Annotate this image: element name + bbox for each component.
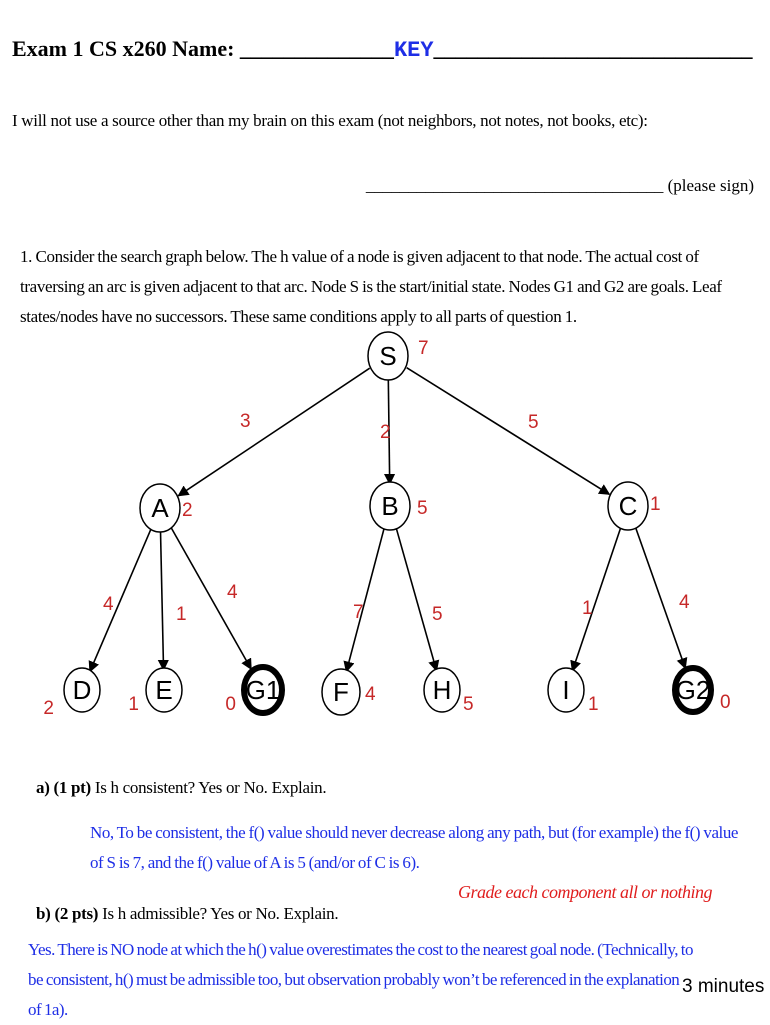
edge-S-A — [178, 368, 369, 496]
edge-cost-B-F: 7 — [353, 602, 364, 623]
grading-note: Grade each component all or nothing — [458, 882, 712, 902]
node-label-F: F — [333, 677, 349, 707]
question-1-text: 1. Consider the search graph below. The h value of a node is given adjacent to that node. The actual cost of traversing an arc is given adjacent to that arc. Node S is the start/initial state. Nodes G1 and G2 are goals. Leaf states/nodes have no successors. These same conditions apply to all parts of question 1. — [20, 247, 722, 326]
node-h-E: 1 — [128, 694, 139, 715]
part-b-label: b) (2 pts) — [36, 904, 99, 923]
node-h-B: 5 — [417, 498, 428, 519]
node-h-G1: 0 — [225, 694, 236, 715]
node-h-D: 2 — [43, 698, 54, 719]
node-E — [128, 668, 182, 715]
edge-A-E — [160, 530, 163, 670]
node-label-C: C — [618, 491, 638, 521]
node-H — [424, 668, 474, 715]
node-label-A: A — [151, 493, 169, 523]
edge-A-G1 — [171, 527, 251, 669]
edge-cost-S-B: 2 — [380, 422, 391, 443]
node-S — [368, 332, 429, 380]
part-b-prompt: Is h admissible? Yes or No. Explain. — [98, 904, 339, 923]
node-label-G2: G2 — [675, 675, 711, 705]
time-note: 3 minutes — [682, 976, 765, 997]
edge-cost-B-H: 5 — [432, 604, 443, 625]
node-C — [608, 482, 661, 530]
node-label-S: S — [379, 341, 397, 371]
node-h-C: 1 — [650, 494, 661, 515]
node-h-A: 2 — [182, 500, 193, 521]
node-D — [43, 668, 100, 719]
part-b-question — [36, 904, 338, 924]
node-h-G2: 0 — [720, 692, 731, 713]
node-F — [322, 669, 376, 715]
key-label: KEY — [393, 38, 434, 63]
node-G1 — [225, 667, 282, 715]
part-a-question — [36, 778, 326, 798]
node-label-I: I — [562, 675, 570, 705]
node-label-E: E — [155, 675, 173, 705]
edge-B-H — [396, 527, 437, 671]
part-a-answer: No, To be consistent, the f() value should never decrease along any path, but (for example) the f() value of S is 7, and the f() value of A is 5 (and/or of C is 6). — [90, 823, 738, 872]
node-h-I: 1 — [588, 694, 599, 715]
node-I — [548, 668, 599, 715]
node-h-S: 7 — [418, 338, 429, 359]
part-a-prompt: Is h consistent? Yes or No. Explain. — [90, 778, 327, 797]
node-h-H: 5 — [463, 694, 474, 715]
node-G2 — [675, 668, 731, 713]
node-label-G1: G1 — [245, 675, 281, 705]
edge-S-C — [407, 368, 610, 495]
edge-cost-S-A: 3 — [240, 411, 251, 432]
edge-cost-C-I: 1 — [582, 598, 593, 619]
part-a-label: a) (1 pt) — [36, 778, 91, 797]
node-label-D: D — [72, 675, 92, 705]
node-label-B: B — [381, 491, 399, 521]
edge-cost-S-C: 5 — [528, 412, 539, 433]
title-prefix: Exam 1 CS x260 Name: ______________ — [12, 36, 394, 61]
honor-statement: I will not use a source other than my brain on this exam (not neighbors, not notes, not books, etc): — [12, 111, 648, 130]
node-B — [370, 482, 428, 530]
edge-A-D — [90, 528, 151, 671]
edge-cost-A-G1: 4 — [227, 582, 238, 603]
edge-cost-A-D: 4 — [103, 594, 114, 615]
edge-cost-C-G2: 4 — [679, 592, 690, 613]
title-suffix: _____________________________ — [433, 36, 753, 61]
edge-C-I — [572, 527, 621, 671]
edge-C-G2 — [635, 527, 685, 669]
node-label-H: H — [432, 675, 452, 705]
signature-line: ___________________________________ (please sign) — [365, 176, 754, 195]
edge-cost-A-E: 1 — [176, 604, 187, 625]
edge-B-F — [346, 527, 384, 671]
part-b-answer: Yes. There is NO node at which the h() value overestimates the cost to the nearest goal node. (Technically, to be consistent, h() must be admissible too, but observation probably won’t be referenced in the explanation of 1a). — [28, 940, 693, 1019]
node-h-F: 4 — [365, 684, 376, 705]
